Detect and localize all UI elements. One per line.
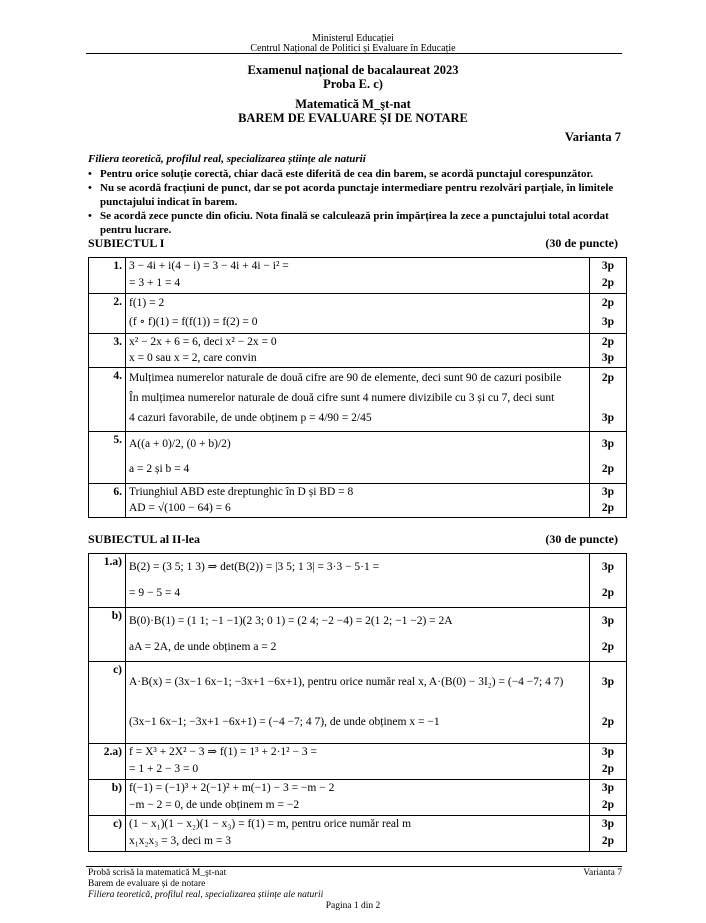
solution-line: aA = 2A, de unde obținem a = 2	[129, 641, 277, 653]
note-item: • Se acordă zece puncte din oficiu. Nota finală se calculează prin împărțirea la zece a punctajului total acordat pentru lucrare.	[88, 209, 622, 237]
points-value: 3p	[601, 676, 615, 688]
solution-cell	[126, 780, 590, 816]
footer-line3: Filiera teoretică, profilul real, specializarea științe ale naturii	[88, 890, 324, 900]
footer-rule	[86, 866, 622, 867]
solution-line: Triunghiul ABD este dreptunghic în D și BD = 8	[129, 486, 354, 498]
points-value: 2p	[601, 502, 615, 514]
points-value: 2p	[601, 297, 615, 309]
solution-cell	[126, 258, 590, 294]
solution-line: (3x−1 6x−1; −3x+1 −6x+1) = (−4 −7; 4 7), de unde obținem x = −1	[129, 716, 440, 728]
points-cell	[590, 258, 627, 294]
solution-line: Mulțimea numerelor naturale de două cifre are 90 de elemente, deci sunt 90 de cazuri posibile	[129, 372, 562, 384]
solution-cell	[126, 368, 590, 432]
subject-title: Matematică M_şt-nat	[295, 97, 411, 111]
points-cell	[590, 368, 627, 432]
item-number: b)	[89, 608, 126, 662]
item-number: b)	[89, 780, 126, 816]
barem-row	[89, 484, 627, 518]
section-1-table	[88, 257, 627, 518]
barem-row	[89, 432, 627, 484]
barem-row	[89, 780, 627, 816]
barem-row	[89, 554, 627, 608]
solution-line: AD = √(100 − 64) = 6	[129, 502, 231, 514]
barem-row	[89, 608, 627, 662]
section-1-points: (30 de puncte)	[545, 236, 618, 250]
solution-line: (f ∘ f)(1) = f(f(1)) = f(2) = 0	[129, 316, 258, 328]
points-value: 3p	[601, 561, 615, 573]
solution-cell	[126, 432, 590, 484]
item-number: 1.a)	[89, 554, 126, 608]
solution-line: f(1) = 2	[129, 297, 165, 309]
points-cell	[590, 484, 627, 518]
solution-line: În mulțimea numerelor naturale de două cifre sunt 4 numere divizibile cu 3 și cu 7, deci sunt	[129, 392, 555, 404]
solution-cell	[126, 816, 590, 852]
section-1-title: SUBIECTUL I	[88, 236, 165, 250]
item-number: 4.	[89, 368, 126, 432]
item-number: c)	[89, 662, 126, 744]
solution-line: 3 − 4i + i(4 − i) = 3 − 4i + 4i − i² =	[129, 260, 289, 272]
solution-cell	[126, 554, 590, 608]
item-number: 6.	[89, 484, 126, 518]
solution-line: 4 cazuri favorabile, de unde obținem p = 4/90 = 2/45	[129, 412, 372, 424]
points-value: 3p	[601, 412, 615, 424]
solution-line: (1 − x₁)(1 − x₂)(1 − x₃) = f(1) = m, pentru orice număr real m	[129, 818, 412, 830]
points-cell	[590, 608, 627, 662]
points-cell	[590, 816, 627, 852]
points-value: 2p	[601, 799, 615, 811]
item-number: 1.	[89, 258, 126, 294]
points-value	[593, 388, 623, 408]
points-value: 2p	[601, 277, 615, 289]
item-number: 5.	[89, 432, 126, 484]
filiera-text: Filiera teoretică, profilul real, specializarea științe ale naturii	[88, 153, 366, 165]
points-cell	[590, 294, 627, 334]
solution-line: f(−1) = (−1)³ + 2(−1)² + m(−1) − 3 = −m − 2	[129, 782, 335, 794]
solution-line: a = 2 și b = 4	[129, 463, 190, 475]
barem-title: BAREM DE EVALUARE ȘI DE NOTARE	[238, 111, 468, 125]
section-1-header	[88, 236, 618, 251]
solution-line: A((a + 0)/2, (0 + b)/2)	[129, 438, 231, 450]
solution-cell	[126, 294, 590, 334]
footer-variant: Varianta 7	[583, 868, 622, 878]
footer-subject: Probă scrisă la matematică M_şt-nat	[88, 868, 227, 878]
points-value: 3p	[601, 352, 615, 364]
points-value: 2p	[601, 835, 615, 847]
barem-row	[89, 368, 627, 432]
solution-line: f = X³ + 2X² − 3 ⇒ f(1) = 1³ + 2·1² − 3 =	[129, 746, 317, 758]
points-value: 2p	[601, 463, 615, 475]
points-cell	[590, 662, 627, 744]
section-2-title: SUBIECTUL al II-lea	[88, 532, 201, 546]
solution-line: = 1 + 2 − 3 = 0	[129, 763, 199, 775]
solution-cell	[126, 744, 590, 780]
points-cell	[590, 554, 627, 608]
points-value: 2p	[601, 587, 615, 599]
solution-line: x₁x₂x₃ = 3, deci m = 3	[129, 835, 231, 847]
section-2-header	[88, 532, 618, 547]
points-value: 2p	[601, 716, 615, 728]
points-cell	[590, 744, 627, 780]
item-number: 2.	[89, 294, 126, 334]
header-rule	[86, 53, 622, 54]
solution-line: −m − 2 = 0, de unde obținem m = −2	[129, 799, 300, 811]
solution-cell	[126, 484, 590, 518]
grading-notes	[88, 167, 622, 237]
solution-line: x = 0 sau x = 2, care convin	[129, 352, 257, 364]
section-2-points: (30 de puncte)	[545, 532, 618, 546]
section-2-table	[88, 553, 627, 852]
exam-title: Examenul național de bacalaureat 2023	[247, 63, 459, 77]
points-value: 3p	[601, 746, 615, 758]
solution-cell	[126, 662, 590, 744]
points-value: 3p	[601, 260, 615, 272]
points-value: 2p	[601, 641, 615, 653]
barem-row	[89, 258, 627, 294]
points-value: 3p	[601, 818, 615, 830]
points-value: 3p	[601, 486, 615, 498]
barem-row	[89, 816, 627, 852]
points-cell	[590, 780, 627, 816]
ministry-name: Ministerul Educației	[312, 33, 394, 44]
variant-label: Varianta 7	[564, 130, 621, 144]
solution-cell	[126, 334, 590, 368]
note-item: • Nu se acordă fracțiuni de punct, dar se pot acorda punctaje intermediare pentru rezolvări parțiale, în limitele punctajului indicat în barem.	[88, 181, 622, 209]
page-number: Pagina 1 din 2	[325, 901, 381, 911]
points-value: 2p	[601, 763, 615, 775]
solution-cell	[126, 608, 590, 662]
center-name: Centrul Național de Politici și Evaluare în Educație	[250, 43, 456, 54]
solution-line: B(0)·B(1) = (1 1; −1 −1)(2 3; 0 1) = (2 4; −2 −4) = 2(1 2; −1 −2) = 2A	[129, 615, 453, 627]
item-number: 3.	[89, 334, 126, 368]
solution-line: A·B(x) = (3x−1 6x−1; −3x+1 −6x+1), pentru orice număr real x, A·(B(0) − 3I₂) = (−4 −7; 4 7)	[129, 676, 564, 688]
solution-line: = 3 + 1 = 4	[129, 277, 181, 289]
points-value: 2p	[601, 336, 615, 348]
solution-line: x² − 2x + 6 = 6, deci x² − 2x = 0	[129, 336, 277, 348]
note-item: • Pentru orice soluție corectă, chiar dacă este diferită de cea din barem, se acordă punctajul corespunzător.	[88, 167, 622, 181]
points-value: 3p	[601, 438, 615, 450]
points-value: 3p	[601, 615, 615, 627]
points-value: 3p	[601, 782, 615, 794]
proba-title: Proba E. c)	[323, 77, 383, 91]
footer-line2: Barem de evaluare și de notare	[88, 879, 206, 889]
solution-line: = 9 − 5 = 4	[129, 587, 181, 599]
footer-line1	[88, 868, 622, 879]
item-number: 2.a)	[89, 744, 126, 780]
barem-row	[89, 744, 627, 780]
points-value: 3p	[601, 316, 615, 328]
points-cell	[590, 334, 627, 368]
barem-row	[89, 334, 627, 368]
points-value: 2p	[601, 372, 615, 384]
barem-row	[89, 662, 627, 744]
item-number: c)	[89, 816, 126, 852]
solution-line: B(2) = (3 5; 1 3) ⇒ det(B(2)) = |3 5; 1 3| = 3·3 − 5·1 =	[129, 561, 380, 573]
barem-row	[89, 294, 627, 334]
points-cell	[590, 432, 627, 484]
